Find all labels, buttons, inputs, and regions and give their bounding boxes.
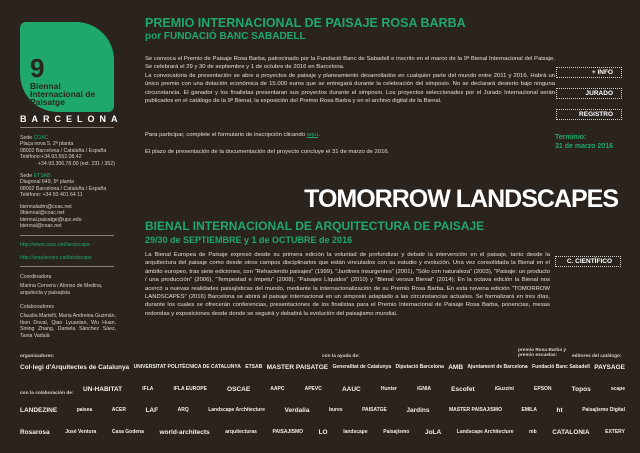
sponsor-logo[interactable]: arquitecturas (225, 428, 257, 435)
sponsor-logo[interactable]: MASTER PAISATGE (266, 364, 329, 371)
sponsor-logo[interactable]: Landscape Architecture (456, 428, 514, 435)
sponsor-logo[interactable]: Paisajismo Digital (582, 406, 625, 413)
bienal-dates: 29/30 de SEPTIEMBRE y 1 de OCTUBRE de 2016 (145, 235, 353, 245)
jurado-button[interactable]: JURADO (556, 88, 622, 99)
coordinadora (20, 274, 116, 296)
sponsor-logo[interactable]: Generalitat de Catalunya (332, 363, 392, 370)
sponsor-logo[interactable]: landscape (343, 428, 368, 435)
sponsor-logo[interactable]: EXTERY (605, 428, 625, 435)
sponsor-logo[interactable]: ht (556, 407, 563, 414)
sponsor-logo[interactable]: EMILA (521, 406, 538, 413)
sponsor-row-4 (20, 429, 625, 436)
organizadores-label: organizadores: (20, 354, 55, 359)
coordinadora-text: Marina Cervera i Alonso de Medina, arquitecta y paisajista (20, 283, 103, 296)
sponsor-logo[interactable]: ARQ (177, 406, 189, 413)
sponsor-logo[interactable]: MASTER PAISAJISMO (449, 406, 502, 413)
sponsor-logo[interactable]: IGNIA (417, 385, 431, 392)
email-link[interactable]: biennal@coac.net (20, 223, 62, 230)
premio-sponsors-label: premio Rosa Barba y premio escuelas: (518, 348, 566, 358)
city-label: BARCELONA (20, 114, 123, 124)
sede-label: Sede (20, 173, 34, 179)
sponsor-logo[interactable]: scape (610, 385, 625, 392)
colaboradores-title: Colaboradores (20, 304, 55, 310)
coordinadora-title: Coordinadora (20, 274, 52, 280)
sponsor-logo[interactable]: ETSAB (245, 363, 263, 370)
sponsor-logo[interactable]: Ajuntament de Barcelona (467, 363, 528, 370)
divider (20, 235, 114, 236)
coac-landscape-link[interactable]: http://www.coac.net/landscape (20, 242, 91, 248)
sponsor-logo[interactable]: Hunter (380, 385, 397, 392)
sponsor-logo[interactable]: AAUC (341, 386, 361, 393)
cientifico-button[interactable]: C. CIENTÍFICO (555, 256, 621, 267)
sponsor-logo[interactable]: José Ventura (65, 428, 97, 435)
inscripcion-link[interactable]: aquí (306, 132, 319, 138)
colaboradores (20, 304, 116, 339)
phone-line: +34.93.306.78.00 (ext. 231 / 352) (38, 160, 115, 167)
sponsor-logo[interactable]: mb (529, 428, 537, 435)
sponsor-logo[interactable]: CATALONIA (552, 429, 590, 436)
phone-line: Teléfono:+34.93.552.08.42 (20, 154, 82, 161)
email-link[interactable]: biennaladm@coac.net (20, 204, 72, 210)
sponsor-logo[interactable]: iGuzzini (494, 385, 514, 392)
sponsor-logo[interactable]: Jardins (406, 407, 430, 414)
sponsor-logo[interactable]: ACER (111, 406, 126, 413)
phone-line: Teléfono: +34 93 401 64 11 (20, 192, 83, 199)
sponsor-logo[interactable]: JoLA (424, 429, 442, 436)
sponsor-logo[interactable]: LAF (145, 407, 159, 414)
sponsor-row-colaboracion (83, 386, 625, 393)
termino (555, 133, 613, 151)
sponsor-logo[interactable]: Rosarosa (20, 429, 50, 436)
sponsor-logo[interactable]: AMB (448, 364, 464, 371)
colaboradores-text: Claudia Martelli, Maria Andreina Guzmán, Ibon Doval, Qian Lyuanian, Wu Huan, Sining Zhang, Daniela Sánchez Sáez, Tania Vadalà (20, 313, 117, 339)
sponsor-logo[interactable]: EPSON (534, 385, 552, 392)
termino-date: 31 de marzo 2016 (555, 143, 613, 150)
logo-text (30, 82, 95, 106)
premio-subtitle: por FUNDACIÓ BANC SABADELL (145, 31, 306, 42)
sponsor-logo[interactable]: IFLA EUROPE (173, 385, 207, 392)
sponsor-logo[interactable]: IFLA (142, 385, 154, 392)
sponsor-logo[interactable]: APEVC (304, 385, 322, 392)
premio-title: PREMIO INTERNACIONAL DE PAISAJE ROSA BARBA (145, 16, 466, 30)
address-line: 08002 Barcelona / Cataluña / España (20, 185, 107, 192)
sponsor-logo[interactable]: Paisajismo (383, 428, 410, 435)
email-link[interactable]: biennal.paisatge@upc.edu (20, 216, 82, 223)
sponsor-logo[interactable]: PAYSAGE (594, 364, 625, 371)
sponsor-logo[interactable]: Casa Godena (111, 428, 144, 435)
sponsor-logo[interactable]: Topos (571, 386, 591, 393)
sponsor-row-3 (20, 407, 625, 414)
sponsor-logo[interactable]: Escofet (451, 386, 475, 393)
sponsor-logo[interactable]: UNIVERSITAT POLITÈCNICA DE CATALUNYA (133, 363, 241, 370)
sponsor-logo[interactable]: bures (328, 406, 343, 413)
sede-coac (20, 135, 116, 167)
colaboracion-label: con la colaboración de: (20, 391, 74, 396)
address-line: 08002 Barcelona / Cataluña / España (20, 147, 107, 154)
premio-participar: Para participar, complete el formulario de inscripción clicando aquí. (145, 132, 320, 138)
sponsor-logo[interactable]: PAISAJISMO (272, 428, 303, 435)
sponsor-logo[interactable]: Diputació Barcelona (395, 363, 444, 370)
divider (20, 127, 114, 128)
tomorrow-landscapes-headline: TOMORROW LANDSCAPES (304, 185, 618, 213)
arquitectes-landscape-link[interactable]: http://arquitectes.cat/landscape (20, 255, 92, 261)
logo-line: Paisatge (30, 97, 65, 107)
sede-label: Sede (20, 135, 34, 141)
sponsor-logo[interactable]: Fundació Banc Sabadell (532, 363, 590, 370)
divider (20, 266, 114, 267)
bienal-description: La Bienal Europea de Paisaje expresó desde su primera edición la voluntad de profundizar y debatir la intervención en el paisaje, tanto desde la arquitectura del paisaje como desde otros campos disciplinarios que están vinculados con su estudio y evolución. Una vez consolidada la Bienal en el ámbito europeo, tras siete ediciones, con “Rehaciendo paisajes” (1999), “Jardines insurgentes” (2001), “Sólo con naturaleza” (2003), “Paisaje: un producto / una producción” (2006), “Tempestad e ímpetu” (2008), “Paisajes Líquidos” (2010) y “Bienal versus Bienal” (2014); En la octava edición la Bienal nos acercó a nuevas realidades paisajísticas del mundo, mediante la internacionalización de su Premio Rosa Barba. En esta novena edición “TOMORROW LANDSCAPES” (2016) Barcelona se abrirá al paisaje internacional en un simposio adaptado a las circunstancias actuales. Se formalizará en tres días, durante los cuales se ofrecerán conferencias, presentaciones de los finalistas para el Premio Internacional de Paisaje Rosa Barba, ponencias, mesas redondas y exposiciones desde donde se seguirá y debatirá la evolución del paisajismo mundial. (145, 252, 550, 317)
biennal-logo (20, 22, 114, 112)
address-line: Diagonal 649, 5ª planta (20, 179, 74, 186)
sponsor-logo[interactable]: Col·legi d'Arquitectes de Catalunya (20, 364, 130, 371)
sponsor-logo[interactable]: PAISATGE (362, 406, 387, 413)
info-button[interactable]: + INFO (556, 67, 622, 78)
termino-label: Terminio: (555, 134, 587, 141)
logo-line: Internacional de (30, 89, 96, 99)
logo-number: 9 (30, 53, 45, 83)
sede-name: COAC (33, 135, 49, 141)
premio-plazo: El plazo de presentación de la documentación del proyecto concluye el 31 de marzo de 2016. (145, 149, 390, 155)
sponsor-logo[interactable]: OSCAE (227, 386, 251, 393)
logo-line: Biennal (30, 81, 61, 91)
sede-name: ETSAB (33, 173, 51, 179)
bienal-title: BIENAL INTERNACIONAL DE ARQUITECTURA DE PAISAJE (145, 219, 485, 233)
ayuda-label: con la ayuda de: (322, 354, 360, 359)
registro-button[interactable]: REGISTRO (556, 109, 622, 120)
address-line: Plaça nova 5, 2ª planta (20, 141, 74, 148)
sponsor-logo[interactable]: world-architects (159, 429, 210, 436)
sponsor-logo[interactable]: UN-HABITAT (83, 386, 123, 393)
sponsor-row-organizadores (20, 364, 625, 371)
participar-text: Para participar, complete el formulario de inscripción clicando (145, 132, 307, 138)
sede-etsab (20, 173, 116, 199)
sponsor-logo[interactable]: Verdalia (284, 407, 310, 414)
sponsor-logo[interactable]: LANDEZINE (20, 407, 58, 414)
premio-description (145, 55, 555, 105)
sponsor-logo[interactable]: Landscape Architecture (208, 406, 265, 413)
sponsor-logo[interactable]: AAPC (270, 385, 285, 392)
editores-label: editores del catálogo: (572, 354, 622, 359)
sponsor-logo[interactable]: LO (318, 429, 328, 436)
premio-paragraph: La convocatoria de presentación se abre a proyectos de paisaje y planeamiento desarrollados en cualquier parte del mundo entre 2011 y 2016. Habrá un único premio con una dotación económica de 15.000 euros que se entregará durante la celebración del simposio. No se declarará desierto bajo ninguna circunstancia. El ganador y los finalistas presentaran sus proyectos durante el simposio. Los proyectos seleccionados por el Jurado Internacional serán publicados en el catálogo de la 9ª Bienal, la exposición del Premio Rosa Barba y en el archivo digital de la Bienal. (145, 72, 555, 105)
email-list (20, 204, 116, 230)
premio-paragraph: Se convoca el Premio de Paisaje Rosa Barba, patrocinado por la Fundació Banc de Sabadell e inscrito en el marco de la 9ª Bienal Internacional del Paisaje. Se celebrará el 29 y 30 de septiembre y 1 de octubre de 2016 en Barcelona. (145, 56, 555, 71)
email-link[interactable]: 9biennal@coac.net (20, 210, 65, 217)
sponsor-logo[interactable]: paisea (76, 406, 93, 413)
